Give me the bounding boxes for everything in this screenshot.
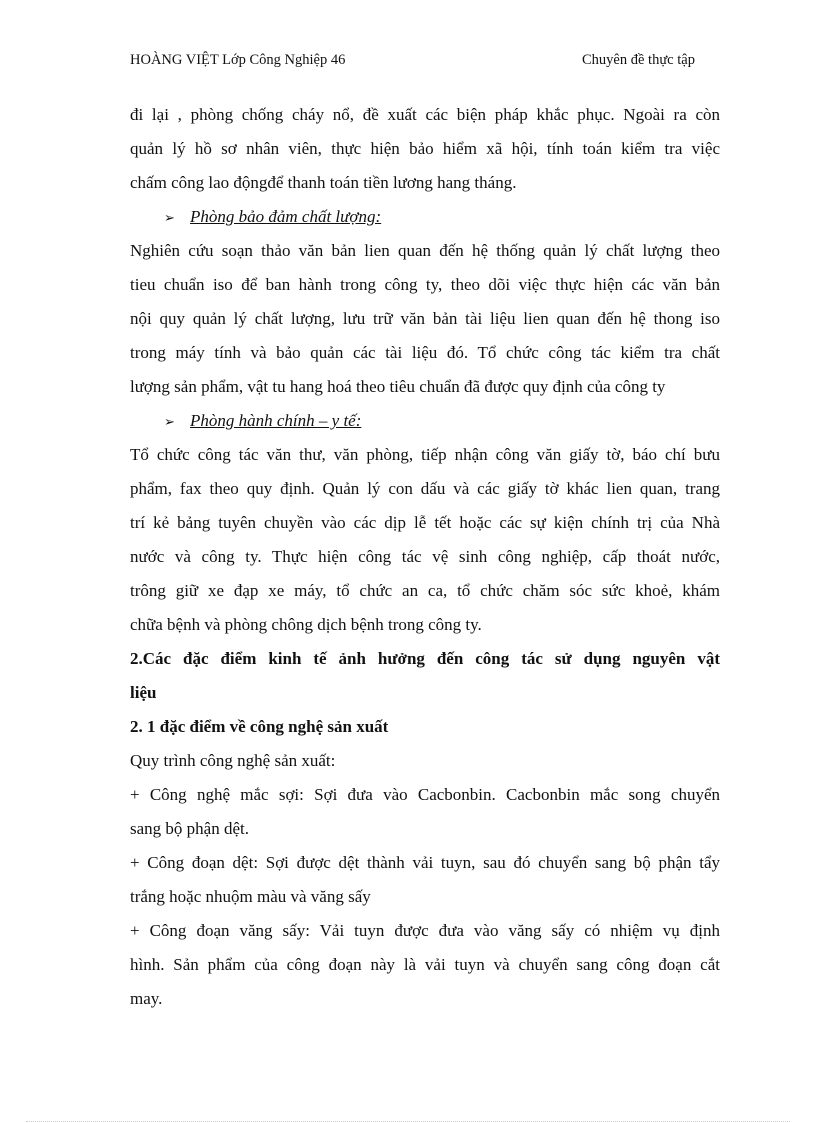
text-line: trông giữ xe đạp xe máy, tổ chức an ca, tổ chức chăm sóc sức khoẻ, khám [130,581,720,600]
text-line: nội quy quản lý chất lượng, lưu trữ văn bản tài liệu lien quan đến hệ thong iso [130,309,720,328]
document-body [130,98,720,1016]
text-line: nước và công ty. Thực hiện công tác vệ sinh công nghiệp, cấp thoát nước, [130,547,720,566]
text-line: đi lại , phòng chống cháy nổ, đề xuất các biện pháp khắc phục. Ngoài ra còn [130,105,720,124]
bullet-label: Phòng hành chính – y tế: [190,411,362,430]
paragraph-admin-health-duties [130,438,720,642]
arrow-bullet-icon: ➢ [164,415,175,430]
paragraph-admin-duties [130,98,720,200]
bullet-admin-health-dept [130,404,720,438]
text-line: phẩm, fax theo quy định. Quản lý con dấu và các giấy tờ khác lien quan, trang [130,479,720,498]
text-line: hình. Sản phẩm của công đoạn này là vải tuyn và chuyển sang công đoạn cắt [130,955,720,974]
header-report-title: Chuyên đề thực tập [582,52,695,68]
text-line: + Công đoạn dệt: Sợi được dệt thành vải tuyn, sau đó chuyển sang bộ phận tẩy [130,853,720,872]
paragraph-quality-duties [130,234,720,404]
text-line: may. [130,989,163,1008]
paragraph-process-intro [130,744,720,778]
paragraph-step-drying [130,914,720,1016]
section-heading-2-cont [130,676,720,710]
text-line: + Công nghệ mắc sợi: Sợi đưa vào Cacbonbin. Cacbonbin mắc song chuyển [130,785,720,804]
text-line: chữa bệnh và phòng chông dịch bệnh trong công ty. [130,615,482,634]
bullet-quality-dept [130,200,720,234]
arrow-bullet-icon: ➢ [164,211,175,226]
text-line: Nghiên cứu soạn thảo văn bản lien quan đến hệ thống quản lý chất lượng theo [130,241,720,260]
heading-line: 2. 1 đặc điểm về công nghệ sản xuất [130,717,389,736]
text-line: Tổ chức công tác văn thư, văn phòng, tiếp nhận công văn giấy tờ, báo chí bưu [130,445,720,464]
bullet-label: Phòng bảo đảm chất lượng: [190,207,382,226]
text-line: sang bộ phận dệt. [130,819,249,838]
text-line: trí kẻ bảng tuyên chuyền vào các dịp lễ tết hoặc các sự kiện chính trị của Nhà [130,513,720,532]
paragraph-step-weaving [130,846,720,914]
subsection-heading-2-1 [130,710,720,744]
heading-line: 2.Các đặc điểm kinh tế ảnh hưởng đến công tác sử dụng nguyên vật [130,649,720,668]
text-line: trong máy tính và bảo quản các tài liệu đó. Tổ chức công tác kiểm tra chất [130,343,720,362]
text-line: + Công đoạn văng sấy: Vải tuyn được đưa vào văng sấy có nhiệm vụ định [130,921,720,940]
header-author-class: HOÀNG VIỆT Lớp Công Nghiệp 46 [130,52,346,68]
heading-line: liệu [130,683,157,702]
page-header [130,52,720,74]
text-line: Quy trình công nghệ sản xuất: [130,751,336,770]
text-line: chấm công lao độngđể thanh toán tiền lương hang tháng. [130,173,517,192]
text-line: trắng hoặc nhuộm màu và văng sấy [130,887,371,906]
text-line: tieu chuẩn iso để ban hành trong công ty, theo dõi việc thực hiện các văn bản [130,275,720,294]
page-bottom-rule [26,1121,790,1122]
paragraph-step-spinning [130,778,720,846]
text-line: quản lý hồ sơ nhân viên, thực hiện bảo hiểm xã hội, tính toán kiểm tra việc [130,139,720,158]
text-line: lượng sản phẩm, vật tu hang hoá theo tiêu chuẩn đã được quy định của công ty [130,377,666,396]
section-heading-2 [130,642,720,676]
